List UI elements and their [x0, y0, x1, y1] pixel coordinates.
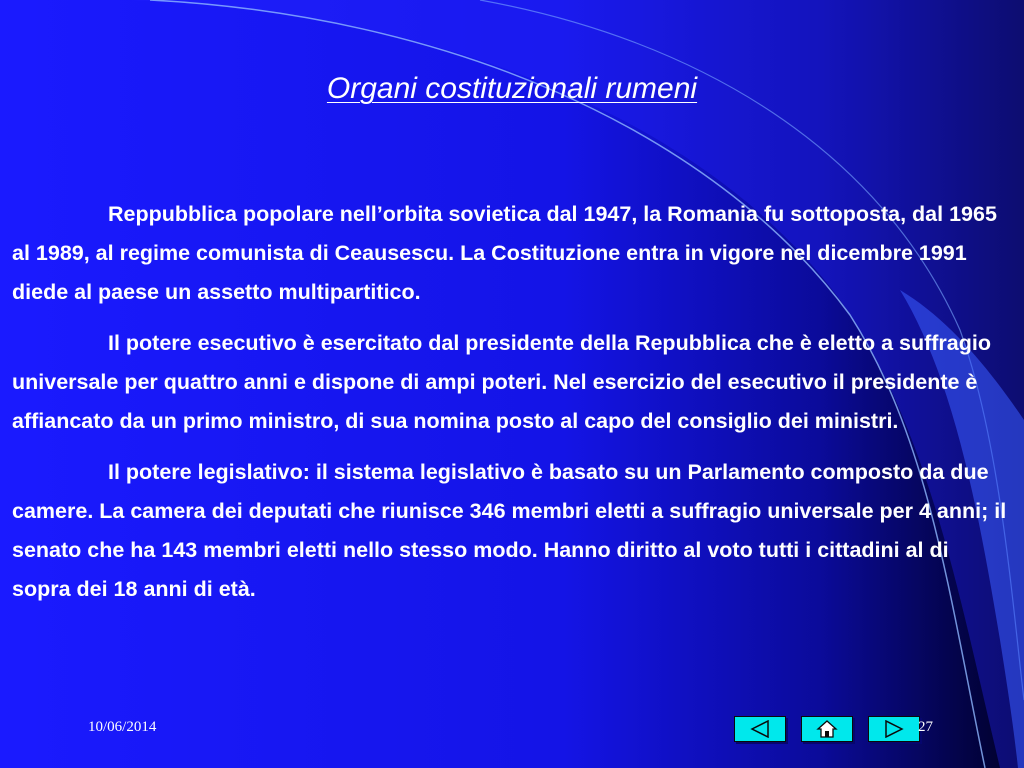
- slide-title: Organi costituzionali rumeni: [326, 72, 698, 105]
- paragraph-executive-power: Il potere esecutivo è esercitato dal presidente della Repubblica che è eletto a suffragio universale per quattro anni e dispone di ampi poteri. Nel esercizio del esecutivo il presidente è affiancato da un primo ministro, di sua nomina posto al capo del consiglio dei ministri.: [12, 331, 991, 433]
- house-icon: [816, 719, 838, 739]
- home-button[interactable]: [801, 716, 853, 742]
- triangle-left-icon: [749, 720, 771, 738]
- next-button[interactable]: [868, 716, 920, 742]
- page-number: 27: [918, 719, 933, 735]
- paragraph-legislative-power: Il potere legislativo: il sistema legislativo è basato su un Parlamento composto da due camere. La camera dei deputati che riunisce 346 membri eletti a suffragio universale per 4 anni; il senato che ha 143 membri eletti nello stesso modo. Hanno diritto al voto tutti i cittadini al di sopra dei 18 anni di età.: [12, 460, 1007, 601]
- footer-date: 10/06/2014: [88, 719, 157, 735]
- previous-button[interactable]: [734, 716, 786, 742]
- triangle-right-icon: [883, 720, 905, 738]
- paragraph-history: Reppubblica popolare nell’orbita sovietica dal 1947, la Romania fu sottoposta, dal 1965 al 1989, al regime comunista di Ceausescu. La Costituzione entra in vigore nel dicembre 1991 diede al paese un assetto multipartitico.: [12, 202, 997, 304]
- slide-body: [12, 195, 1007, 621]
